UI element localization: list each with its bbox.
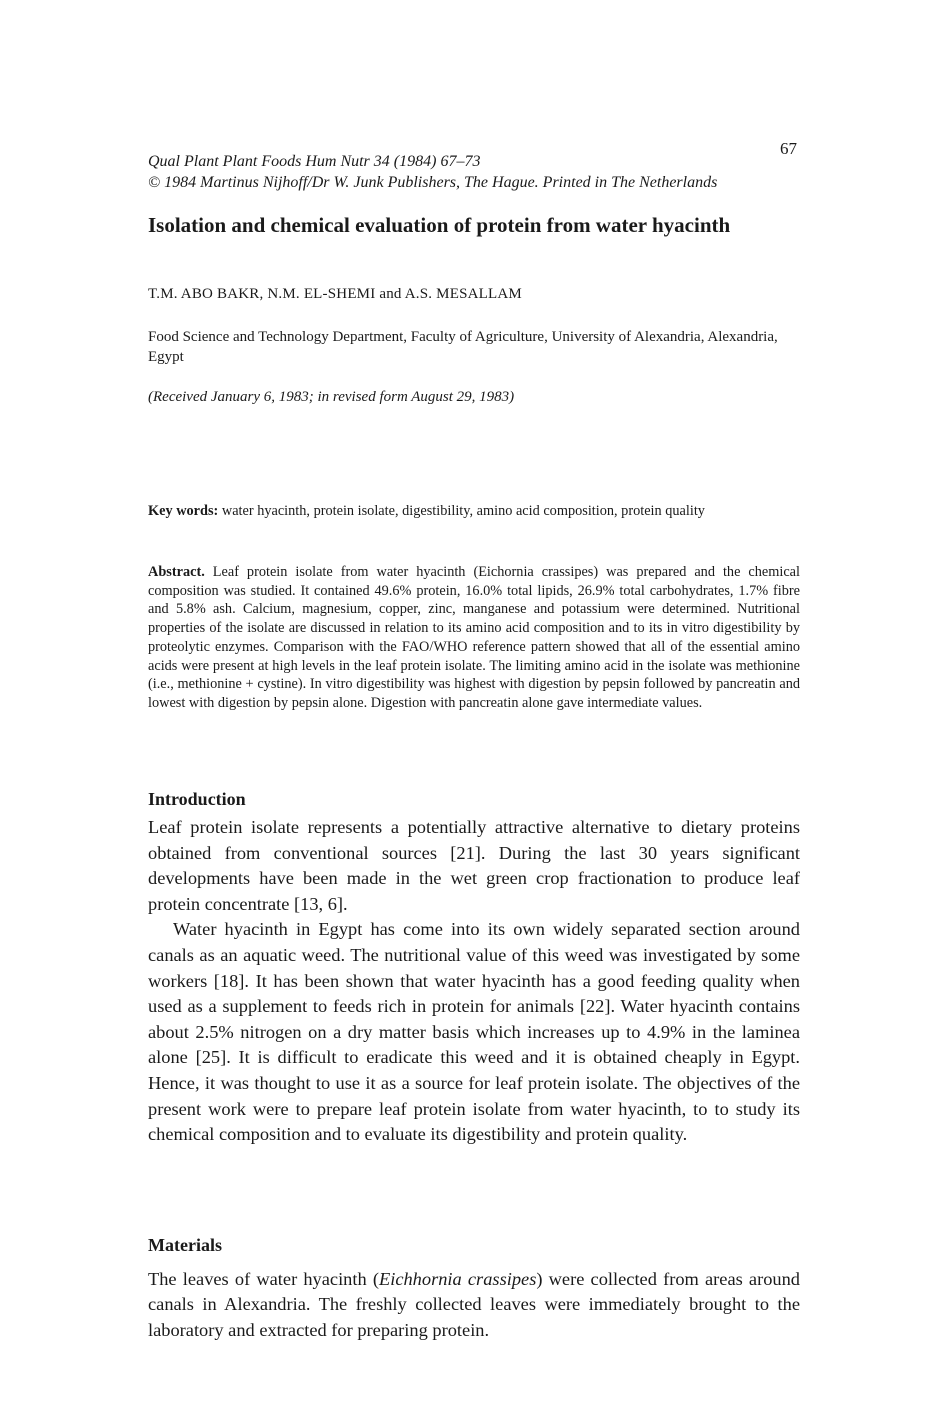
author-list: T.M. ABO BAKR, N.M. EL-SHEMI and A.S. MESALLAM — [148, 286, 522, 302]
received-dates: (Received January 6, 1983; in revised form August 29, 1983) — [148, 389, 515, 405]
introduction-paragraph: Water hyacinth in Egypt has come into its own widely separated section around canals as an aquatic weed. The nutritional value of this weed was investigated by some workers [18]. It has been shown that water hyacinth has a good feeding quality when used as a supplement to feeds rich in protein for animals [22]. Water hyacinth contains about 2.5% nitrogen on a dry matter basis which increases up to 4.9% in the laminea alone [25]. It is difficult to eradicate this weed and it is obtained cheaply in Egypt. Hence, it was thought to use it as a source for leaf protein isolate. The objectives of the present work were to prepare leaf protein isolate from water hyacinth, to to study its chemical composition and to evaluate its digestibility and protein quality. — [148, 919, 800, 1145]
introduction-heading: Introduction — [148, 789, 246, 809]
abstract-text: Leaf protein isolate from water hyacinth (Eichornia crassipes) was prepared and the chemical composition was studied. It contained 49.6% protein, 16.0% total lipids, 26.9% total carbohydrates, 1.7% fibre and 5.8% ash. Calcium, magnesium, copper, zinc, manganese and potassium were determined. Nutritional properties of the isolate are discussed in relation to its amino acid composition and to its in vitro digestibility by proteolytic enzymes. Comparison with the FAO/WHO reference pattern showed that all of the essential amino acids were present at high levels in the leaf protein isolate. The limiting amino acid in the isolate was methionine (i.e., methionine + cystine). In vitro digestibility was highest with digestion by pepsin followed by pancreatin and lowest with digestion by pepsin alone. Digestion with pancreatin alone gave intermediate values. — [148, 564, 800, 711]
publisher-line: © 1984 Martinus Nijhoff/Dr W. Junk Publishers, The Hague. Printed in The Netherlands — [148, 174, 718, 191]
journal-header — [148, 151, 717, 193]
introduction-paragraph: Leaf protein isolate represents a potentially attractive alternative to dietary proteins obtained from conventional sources [21]. During the last 30 years significant developments have been made in the wet green crop fractionation to produce leaf protein concentrate [13, 6]. — [148, 817, 800, 914]
page-number: 67 — [780, 139, 797, 158]
introduction-body — [148, 815, 800, 1148]
journal-citation: Qual Plant Plant Foods Hum Nutr 34 (1984) 67–73 — [148, 153, 481, 170]
materials-text-start: The leaves of water hyacinth ( — [148, 1269, 379, 1289]
abstract — [148, 563, 800, 713]
keywords-text: water hyacinth, protein isolate, digestibility, amino acid composition, protein quality — [221, 503, 705, 519]
materials-body — [148, 1267, 800, 1343]
species-name: Eichhornia crassipes — [378, 1269, 537, 1289]
abstract-label: Abstract. — [148, 564, 205, 580]
keywords-label: Key words: — [148, 503, 219, 519]
article-title: Isolation and chemical evaluation of protein from water hyacinth — [148, 213, 731, 237]
keywords — [148, 502, 800, 521]
materials-paragraph — [148, 1267, 800, 1343]
affiliation: Food Science and Technology Department, Faculty of Agriculture, University of Alexandria, Alexandria, Egypt — [148, 329, 778, 365]
materials-text-end: ) were collected from areas around canals in Alexandria. The freshly collected leaves were immediately brought to the laboratory and extracted for preparing protein. — [148, 1269, 800, 1340]
materials-heading: Materials — [148, 1235, 222, 1255]
